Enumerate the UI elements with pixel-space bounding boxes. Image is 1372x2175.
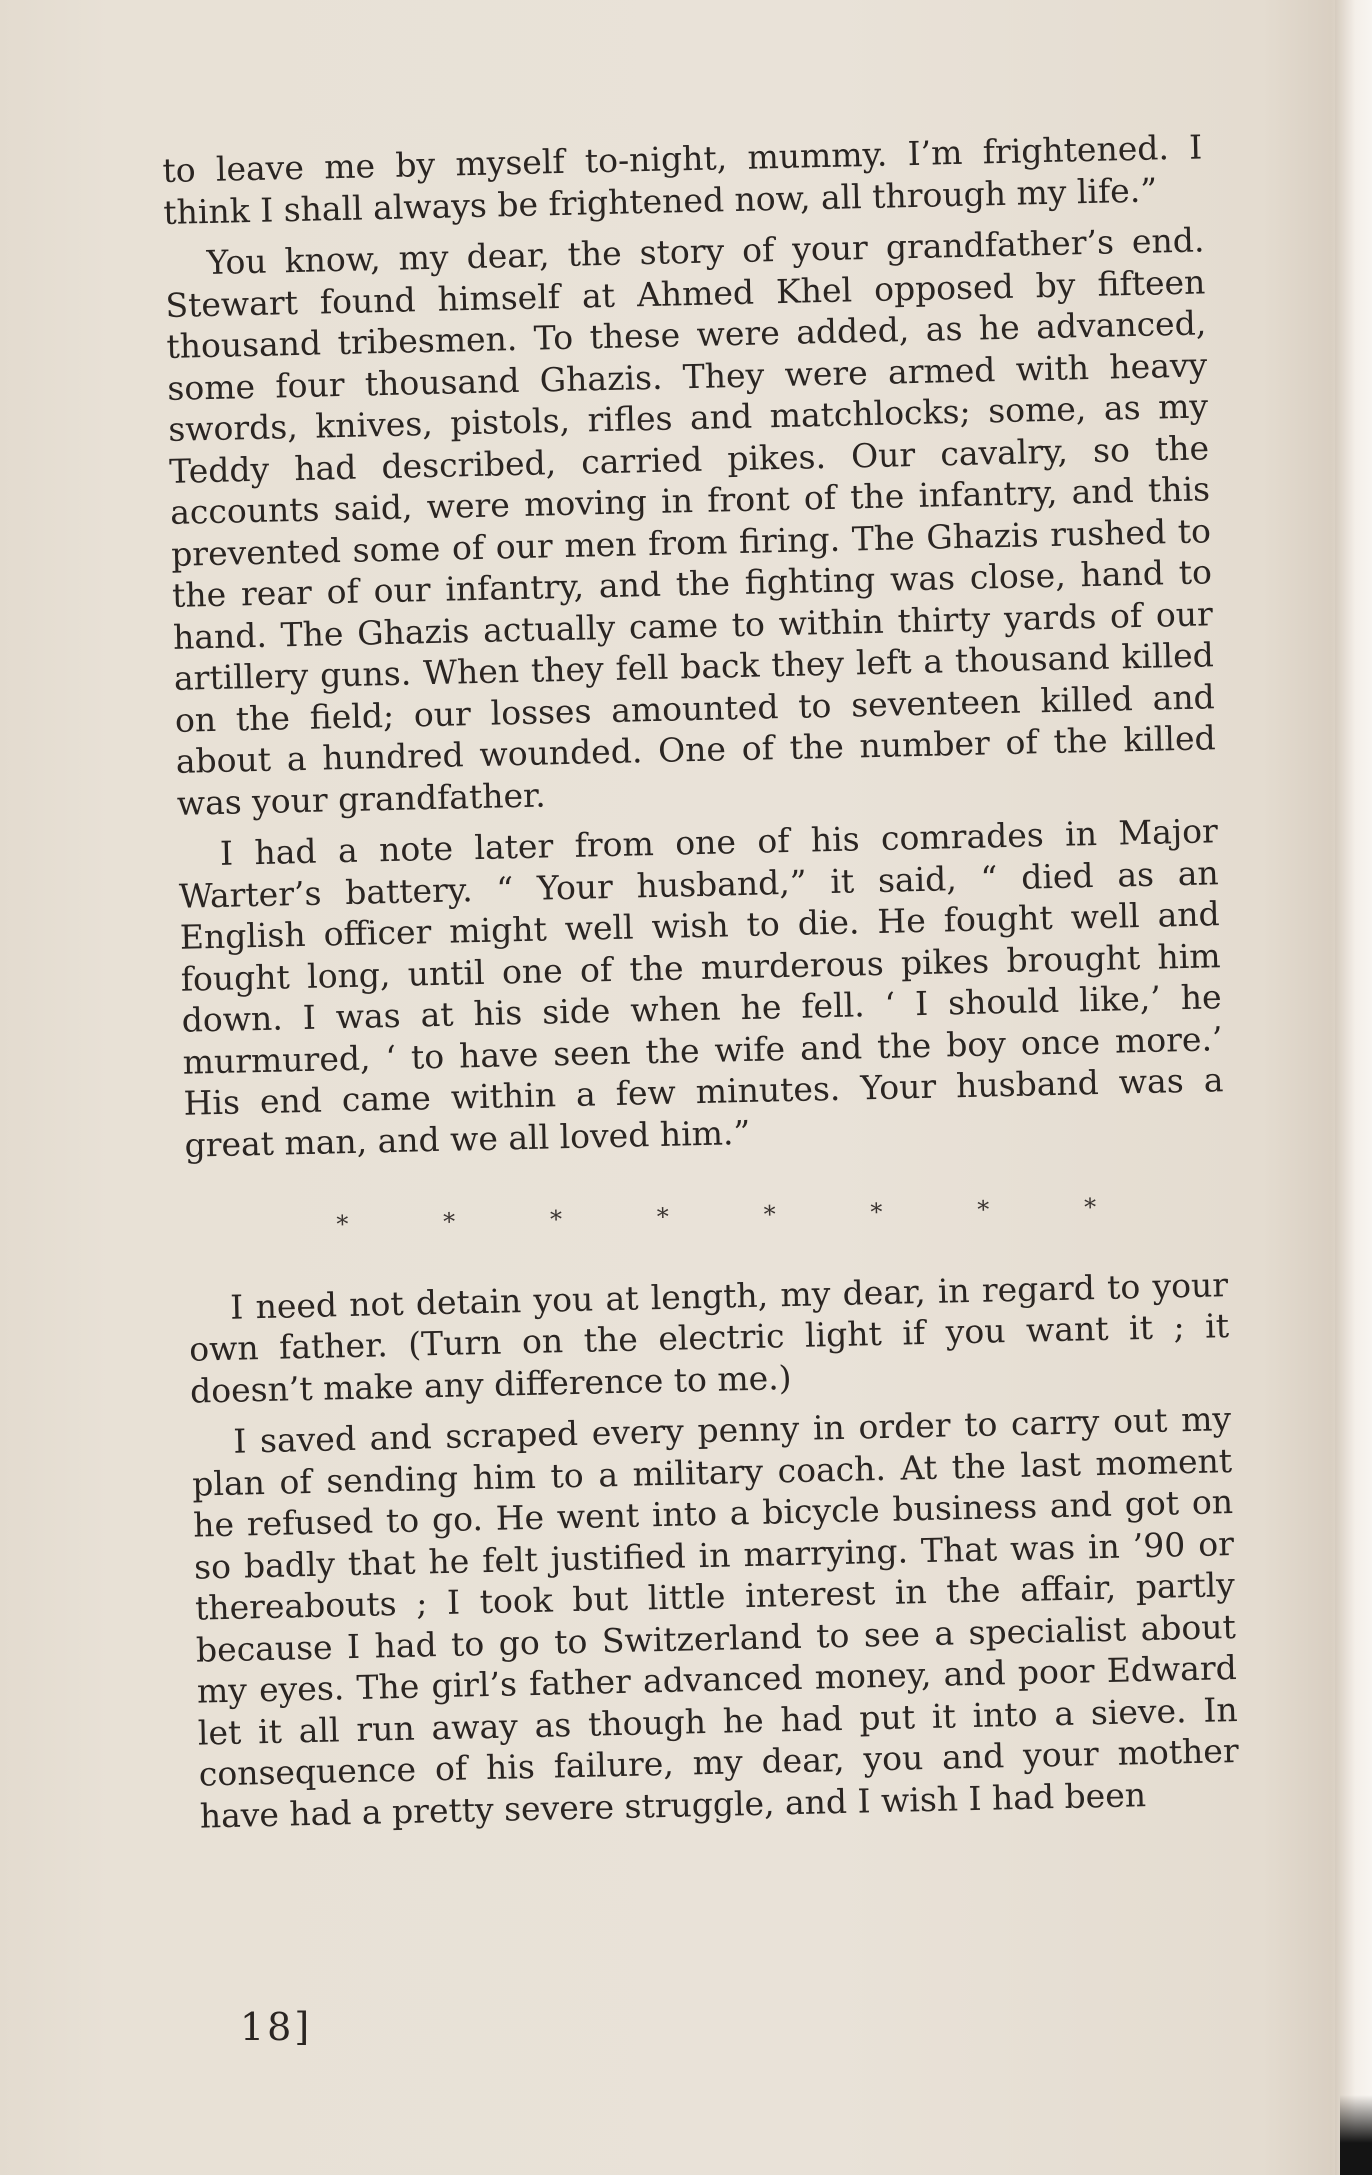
paragraph-military-coach: I saved and scraped every penny in order to carry out my plan of sending him to a military coach. At the last moment he refused to go. He went into a bicycle business and got on so badly that he felt justified in marrying. That was in ’90 or thereabouts ; I took but little interest in the affair, partly because I had to go to Switzerland to see a specialist about my eyes. The girl’s father advanced money, and poor Edward let it all run away as though he had put it into a sieve. In consequence of his failure, my dear, you and your mother have had a pretty severe struggle, and I wish I had been [191, 1399, 1240, 1836]
section-separator [336, 1187, 1097, 1246]
paragraph-your-father: I need not detain you at length, my dear, in regard to your own father. (Turn on the electric light if you want it ; it doesn’t make any difference to me.) [188, 1264, 1230, 1411]
paragraph-continued: to leave me by myself to-night, mummy. I’m frightened. I think I shall always be frightened now, all through my life.” [162, 127, 1203, 232]
body-text [162, 126, 1240, 1836]
separator-star: * [442, 1207, 456, 1236]
page-edge-shadow [1335, 0, 1372, 2175]
separator-star: * [1083, 1193, 1097, 1222]
paragraph-note-from-comrade: I had a note later from one of his comrades in Major Warter’s battery. “ Your husband,” it said, “ died as an English officer might well wish to die. He fought well and fought long, until one of the murderous pikes brought him down. I was at his side when he fell. ‘ I should like,’ he murmured, ‘ to have seen the wife and the boy once more.’ His end came within a few minutes. Your husband was a great man, and we all loved him.” [178, 811, 1224, 1165]
separator-star: * [656, 1202, 670, 1232]
separator-star: * [763, 1200, 776, 1229]
page-number: 18] [240, 2005, 313, 2049]
page-corner-shadow [1340, 2095, 1372, 2175]
paragraph-grandfather-end: You know, my dear, the story of your grandfather’s end. Stewart found himself at Ahmed Khel opposed by fifteen thousand tribesmen. To these were added, as he advanced, some four thousand Ghazis. They were armed with heavy swords, knives, pistols, rifles and matchlocks; some, as my Teddy had described, carried pikes. Our cavalry, so the accounts said, were moving in front of the infantry, and this prevented some of our men from firing. The Ghazis rushed to the rear of our infantry, and the fighting was close, hand to hand. The Ghazis actually came to within thirty yards of our artillery guns. When they fell back they left a thousand killed on the field; our losses amounted to seventeen killed and about a hundred wounded. One of the number of the killed was your grandfather. [165, 220, 1217, 823]
separator-star: * [336, 1210, 349, 1239]
separator-star: * [870, 1197, 883, 1227]
separator-star: * [976, 1195, 990, 1224]
separator-star: * [549, 1205, 563, 1234]
